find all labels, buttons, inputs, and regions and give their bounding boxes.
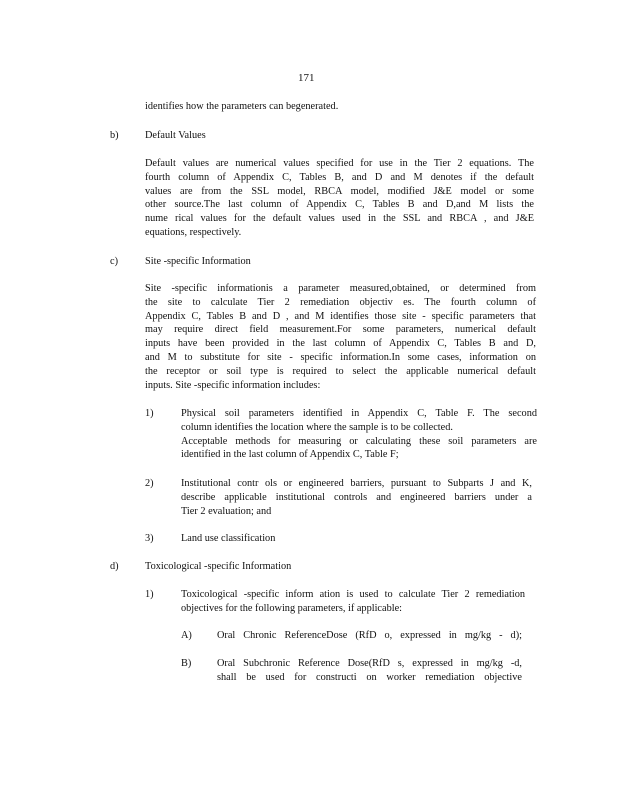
list-item-text <box>181 407 537 462</box>
sub-item-letter: A) <box>181 630 192 641</box>
list-item-line: Physical soil parameters identified in Appendix C, Table F. The second <box>181 408 537 419</box>
list-item-number: 3) <box>145 533 154 544</box>
paragraph-line: fourth column of Appendix C, Tables B, and D and M denotes if the default <box>145 171 534 183</box>
paragraph-line: other source.The last column of Appendix C, Tables B and D,and M lists the <box>145 199 534 211</box>
page-number: 171 <box>298 72 315 84</box>
list-item-line: describe applicable institutional controls and engineered barriers under a <box>181 491 532 503</box>
list-item-line: Toxicological -specific inform ation is used to calculate Tier 2 remediation <box>181 589 525 600</box>
list-item-number: 1) <box>145 589 154 600</box>
list-item-line: Institutional contr ols or engineered barriers, pursuant to Subparts J and K, <box>181 478 532 489</box>
paragraph-line: inputs. Site -specific information includes: <box>145 379 321 391</box>
paragraph-line: and M to substitute for site - specific information.In some cases, information on <box>145 351 536 363</box>
intro-line: identifies how the parameters can begenerated. <box>145 101 339 112</box>
section-d-heading: Toxicological -specific Information <box>145 561 292 572</box>
sub-item-line: Oral Subchronic Reference Dose(RfD s, expressed in mg/kg -d, <box>217 658 522 669</box>
list-item-text: Land use classification <box>181 533 276 544</box>
list-item-text <box>181 477 532 518</box>
paragraph-line: nume rical values for the default values used in the SSL and RBCA , and J&E <box>145 213 534 225</box>
section-c-heading: Site -specific Information <box>145 256 251 267</box>
paragraph-line: Default values are numerical values specified for use in the Tier 2 equations. The <box>145 158 534 169</box>
sub-item-text: Oral Chronic ReferenceDose (RfD o, expressed in mg/kg - d); <box>217 630 522 641</box>
section-c-label: c) <box>110 256 118 267</box>
paragraph-line: values are from the SSL model, RBCA model, modified J&E model or some <box>145 185 534 197</box>
paragraph-line: equations, respectively. <box>145 226 242 238</box>
paragraph-line: Site -specific informationis a parameter measured,obtained, or determined from <box>145 283 536 294</box>
section-d-label: d) <box>110 561 119 572</box>
list-item-line: Acceptable methods for measuring or calculating these soil parameters are <box>181 435 537 447</box>
sub-item-text <box>217 657 522 685</box>
paragraph-line: may require direct field measurement.For some parameters, numerical default <box>145 324 536 336</box>
section-b-paragraph <box>145 157 534 240</box>
paragraph-line: the receptor or soil type is required to select the applicable numerical default <box>145 365 536 377</box>
paragraph-line: the site to calculate Tier 2 remediation objectiv es. The fourth column of <box>145 296 536 308</box>
list-item-line: objectives for the following parameters, if applicable: <box>181 602 403 614</box>
list-item-number: 1) <box>145 408 154 419</box>
sub-item-line: shall be used for constructi on worker remediation objective <box>217 671 522 683</box>
paragraph-line: inputs have been provided in the last column of Appendix C, Tables B and D, <box>145 338 536 350</box>
list-item-line: identified in the last column of Appendix C, Table F; <box>181 449 399 461</box>
paragraph-line: Appendix C, Tables B and D , and M identifies those site - specific parameters that <box>145 310 536 322</box>
sub-item-letter: B) <box>181 658 192 669</box>
section-b-heading: Default Values <box>145 130 206 141</box>
list-item-text <box>181 588 525 616</box>
list-item-line: column identifies the location where the sample is to be collected. <box>181 421 453 433</box>
list-item-number: 2) <box>145 478 154 489</box>
section-b-label: b) <box>110 130 119 141</box>
section-c-paragraph <box>145 282 536 392</box>
list-item-line: Tier 2 evaluation; and <box>181 505 272 517</box>
